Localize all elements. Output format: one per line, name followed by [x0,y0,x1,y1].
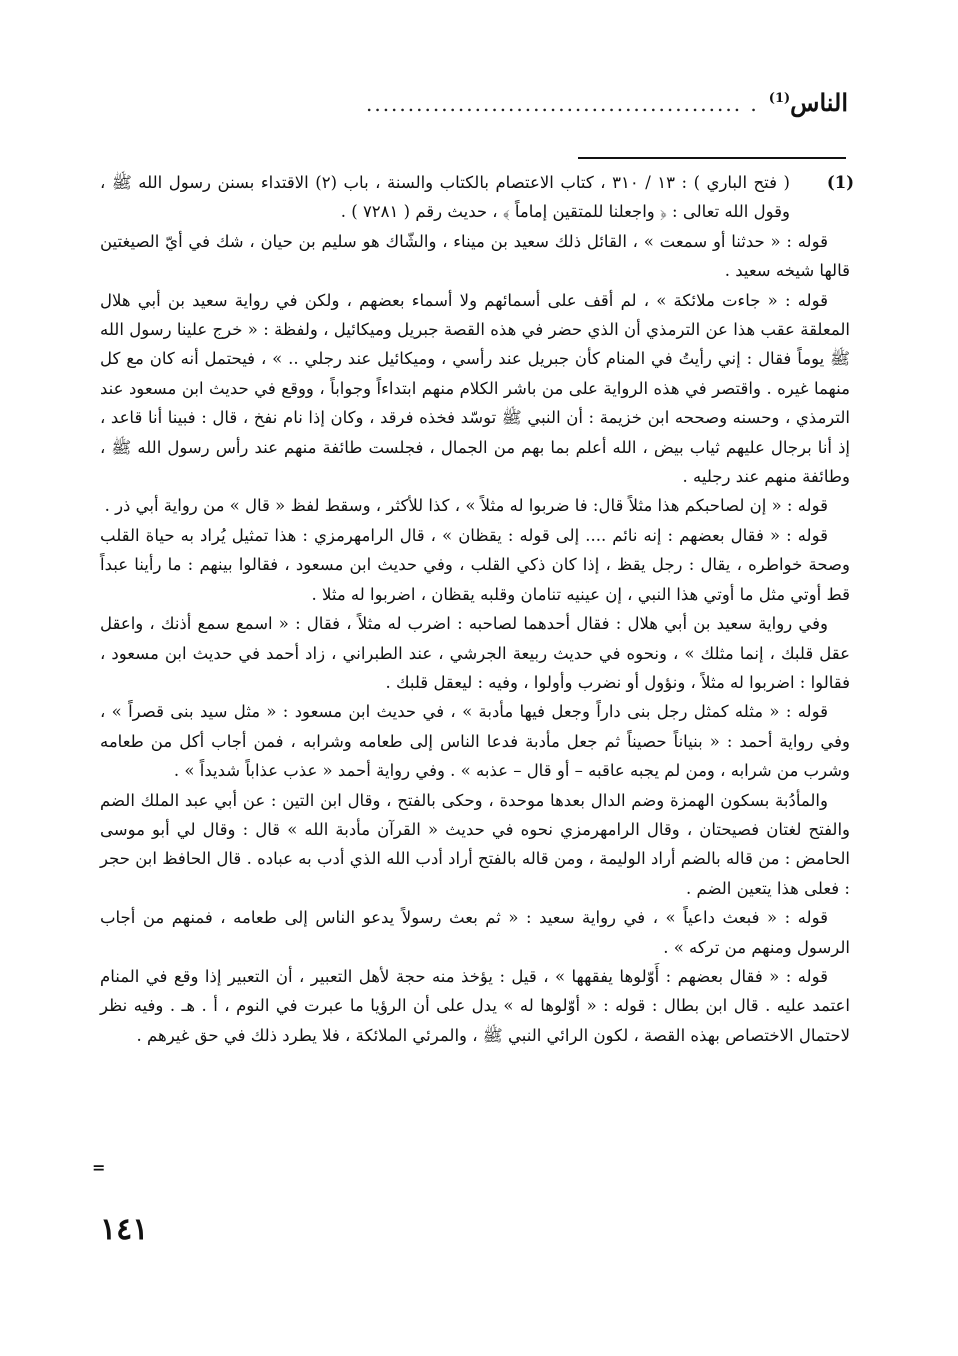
title-text: الناس [790,88,848,117]
title-footnote-ref: (1) [768,91,791,106]
footnote-source: ( فتح الباري ) : ١٣ / ٣١٠ ، كتاب الاعتصام بالكتاب والسنة ، باب (٢) الاقتداء بسنن رسول الله ﷺ ، وقول الله تعالى : ﴿ واجعلنا للمتقين إماماً ﴾ ، حديث رقم ( ٧٢٨١ ) . [100,173,790,222]
footnote-paragraph: وفي رواية سعيد بن أبي هلال : فقال أحدهما لصاحبه : اضرب له مثلاً ، فقال : « اسمع سمع أذنك ، واعقل عقل قلبك ، إنما مثلك » ، ونحوه في حديث ربيعة الجرشي ، عند الطبراني ، زاد أحمد في حديث ابن مسعود ، فقالوا : اضربوا له مثلاً ، ونؤول أو نضرب وأولوا ، وفيه : ليعقل قلبك . [100,614,850,692]
footnote-paragraph: قوله : « فقال بعضهم : إنه نائم .... إلى قوله : يقظان » ، قال الرامهرمزي : هذا تمثيل يُراد به حياة القلب وصحة خواطره ، يقال : رجل يقظ ، إذا كان ذكي القلب ، وفي حديث ابن مسعود ، فقالوا بينهم : ما رأينا عبداً قط أوتي مثل ما أوتي هذا النبي ، إن عينيه تنامان وقلبه يقظان ، اضربوا له مثلا . [100,525,850,604]
page-title [769,88,848,117]
footnote-paragraph: والمأدُبة بسكون الهمزة وضم الدال بعدها موحدة ، وحكى بالفتح ، وقال ابن التين : عن أبي عبد الملك الضم والفتح لغتان فصيحتان ، وقال الرامهرمزي نحوه في حديث « القرآن مأدبة الله » قال : وقال لي أبو موسى الحامض : من قاله بالضم أراد الوليمة ، ومن قاله بالفتح أراد أدب الله الذي أدب به عباده . قال الحافظ ابن حجر : فعلى هذا يتعين الضم . [100,790,850,898]
continuation-mark: = [92,1158,106,1177]
footnote-paragraph: قوله : « مثله كمثل رجل بنى داراً وجعل فيها مأدبة » ، في حديث ابن مسعود : « مثل سيد بنى قصراً » ، وفي رواية أحمد : « بنياناً حصيناً ثم جعل مأدبة فدعا الناس إلى طعامه وشرابه ، فمن أجاب أكل من طعامه وشرب من شرابه ، ومن لم يجبه عاقبه – أو قال – عذبه » . وفي رواية أحمد « عذب عذاباً شديداً » . [100,702,850,781]
footnote-paragraph: قوله : « فبعث داعياً » ، في رواية سعيد : « ثم بعث رسولاً يدعو الناس إلى طعامه ، فمنهم من أجاب الرسول ومنهم من تركه » . [100,908,850,957]
footnote-number: (1) [826,173,854,192]
footnote-separator [578,157,846,159]
footnote-block [100,168,854,1050]
page-number: ١٤١ [100,1212,149,1247]
footnote-paragraph: قوله : « إن لصاحبكم هذا مثلاً قال: فا ضربوا له مثلاً » ، كذا للأكثر ، وسقط لفظ « قال » من رواية أبي ذر . [104,496,828,516]
running-header [110,88,848,128]
header-dot-leader: . ............................................. [365,92,759,116]
footnote-paragraph: قوله : « جاءت ملائكة » ، لم أقف على أسمائهم ولا أسماء بعضهم ، ولكن في رواية سعيد بن أبي هلال المعلقة عقب هذا عن الترمذي أن الذي حضر في هذه القصة جبريل وميكائيل ، ولفظة : « خرج علينا رسول الله ﷺ يوماً فقال : إني رأيتُ في المنام كأن جبريل عند رأسي ، وميكائيل عند رجلي .. » ، فيحتمل أنه كان مع كل منهما غيره . واقتصر في هذه الرواية على من باشر الكلام منهم ابتداءاً وجواباً ، ووقع في حديث ابن مسعود عند الترمذي ، وحسنه وصححه ابن خزيمة : أن النبي ﷺ توسّد فخذه فرقد ، وكان إذا نام نفخ ، قال : فبينا أنا قاعد ، إذ أنا برجال عليهم ثياب بيض ، الله أعلم بما بهم من الجمال ، فجلست طائفة منهم عند رأس رسول الله ﷺ ، وطائفة منهم عند رجليه . [100,290,850,487]
footnote-paragraph: قوله : « حدثنا أو سمعت » ، القائل ذلك سعيد بن ميناء ، والشّاك هو سليم بن حيان ، شك في أيّ الصيغتين قالها شيخه سعيد . [100,231,850,281]
footnote-paragraph: قوله : « فقال بعضهم : أَوّلوها يفقهها » ، قيل : يؤخذ منه حجة لأهل التعبير ، أن التعبير إذا وقع في المنام اعتمد عليه . قال ابن بطال : قوله : « أوّلوها له » يدل على أن الرؤيا ما عبرت في النوم ، أ . هـ . وفيه نظر لاحتمال الاختصاص بهذه القصة ، لكون الرائي النبي ﷺ ، والمرئي الملائكة ، فلا يطرد ذلك في حق غيرهم . [100,966,850,1045]
